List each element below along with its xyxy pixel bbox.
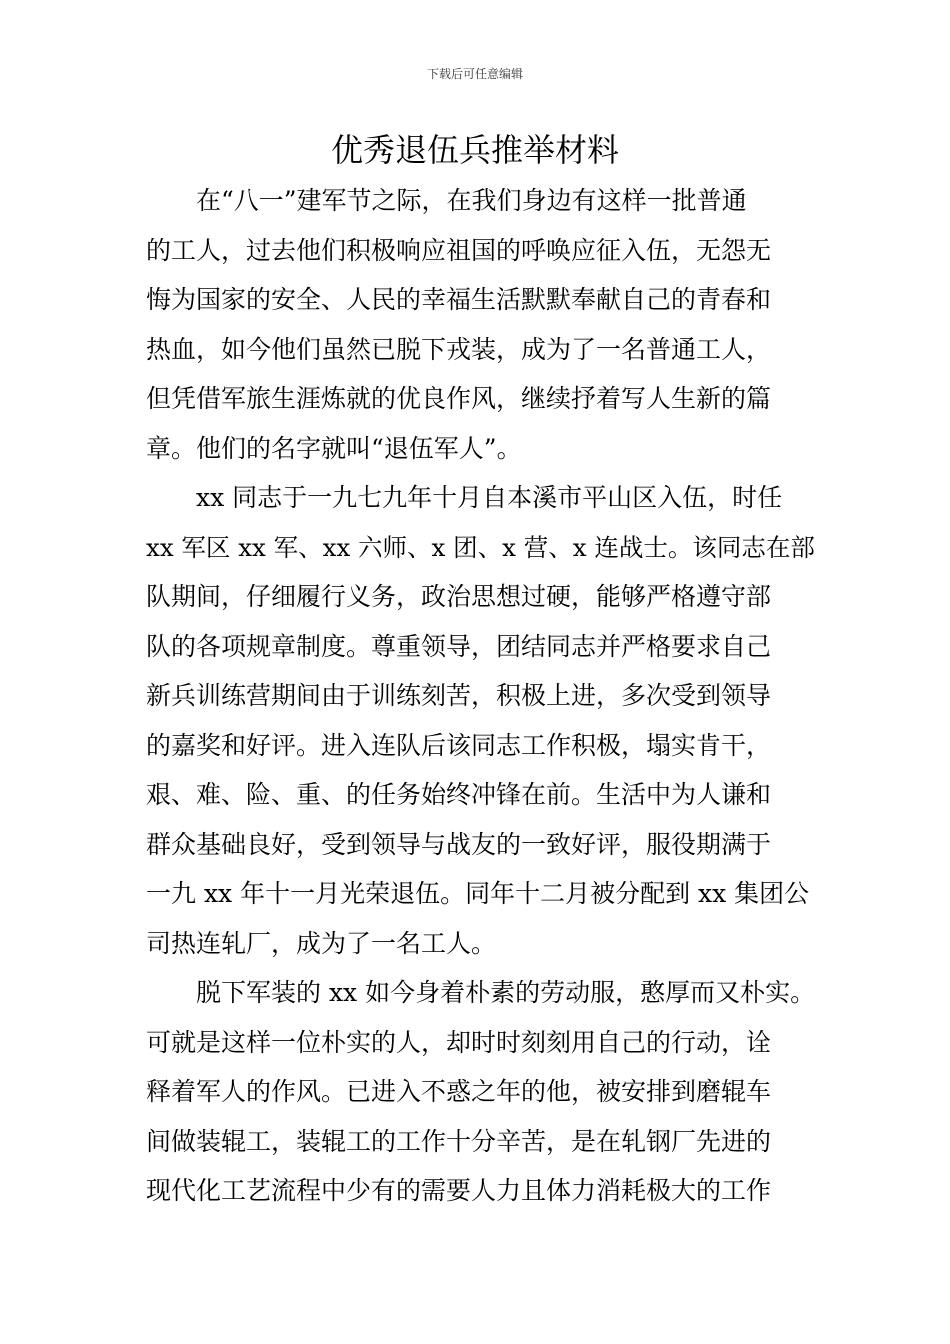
body-text-line: 热血，如今他们虽然已脱下戎装，成为了一名普通工人， bbox=[146, 334, 772, 364]
body-text-line: 群众基础良好，受到领导与战友的一致好评，服役期满于 bbox=[146, 829, 772, 859]
body-text-line: 现代化工艺流程中少有的需要人力且体力消耗极大的工作 bbox=[146, 1176, 772, 1205]
body-text-line: xx 军区 xx 军、xx 六师、x 团、x 营、x 连战士。该同志在部 bbox=[146, 532, 815, 562]
body-text-line: 的嘉奖和好评。进入连队后该同志工作积极，塌实肯干， bbox=[146, 730, 772, 760]
body-text-line: 司热连轧厂，成为了一名工人。 bbox=[146, 928, 497, 958]
body-text-line: 间做装辊工，装辊工的工作十分辛苦，是在轧钢厂先进的 bbox=[146, 1126, 772, 1156]
body-text-line: 脱下军装的 xx 如今身着朴素的劳动服，憨厚而又朴实。 bbox=[196, 978, 816, 1007]
body-text-line: 队期间，仔细履行义务，政治思想过硬，能够严格遵守部 bbox=[146, 582, 772, 611]
body-text-line: 新兵训练营期间由于训练刻苦，积极上进，多次受到领导 bbox=[146, 681, 772, 710]
body-text-line: 悔为国家的安全、人民的幸福生活默默奉献自己的青春和 bbox=[146, 285, 772, 314]
body-text-line: 可就是这样一位朴实的人，却时时刻刻用自己的行动，诠 bbox=[146, 1027, 772, 1057]
body-text-line: 队的各项规章制度。尊重领导，团结同志并严格要求自己 bbox=[146, 631, 772, 661]
body-text-line: 一九 xx 年十一月光荣退伍。同年十二月被分配到 xx 集团公 bbox=[146, 879, 810, 908]
body-text-line: 释着军人的作风。已进入不惑之年的他，被安排到磨辊车 bbox=[146, 1077, 772, 1106]
body-text-line: 的工人，过去他们积极响应祖国的呼唤应征入伍，无怨无 bbox=[146, 235, 772, 265]
body-text-line: xx 同志于一九七九年十月自本溪市平山区入伍，时任 bbox=[196, 483, 783, 512]
body-text-line: 艰、难、险、重、的任务始终冲锋在前。生活中为人谦和 bbox=[146, 780, 772, 809]
document-title: 优秀退伍兵推举材料 bbox=[330, 131, 619, 169]
page-header-note: 下载后可任意编辑 bbox=[426, 67, 523, 81]
document-body bbox=[146, 176, 821, 1216]
body-text-line: 在“八一”建军节之际，在我们身边有这样一批普通 bbox=[196, 186, 747, 215]
body-text-line: 章。他们的名字就叫“退伍军人”。 bbox=[146, 433, 522, 463]
body-text-line: 但凭借军旅生涯炼就的优良作风，继续抒着写人生新的篇 bbox=[146, 384, 772, 413]
